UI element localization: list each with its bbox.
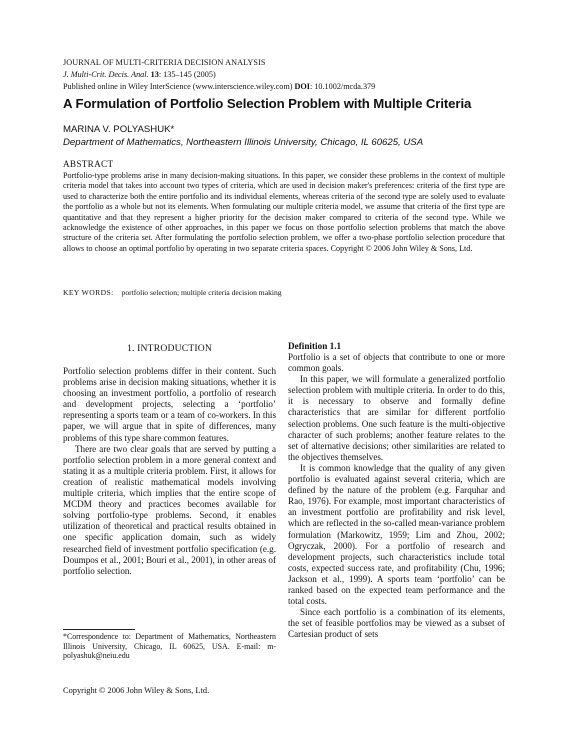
author-affiliation: Department of Mathematics, Northeastern Illinois University, Chicago, IL 60625, USA [63, 137, 424, 148]
abstract-heading: ABSTRACT [63, 159, 114, 169]
paper-title: A Formulation of Portfolio Selection Problem with Multiple Criteria [63, 96, 472, 111]
citation-pages: : 135–145 (2005) [158, 70, 216, 79]
journal-name: JOURNAL OF MULTI-CRITERIA DECISION ANALYSIS [63, 58, 266, 67]
paragraph: Portfolio selection problems differ in their content. Such problems arise in decision making situations, whether it is choosing an investment portfolio, a portfolio of research and development projects, selecting a ‘portfolio’ representing a sports team or a team of co-workers. In this paper, we will argue that in spite of differences, many problems of this type share common features. [63, 366, 276, 443]
keywords-label: KEY WORDS: [63, 288, 114, 297]
author-name: MARINA V. POLYASHUK* [63, 124, 175, 135]
footnote-rule [63, 629, 135, 630]
paragraph: Since each portfolio is a combination of its elements, the set of feasible portfolios may be viewed as a subset of Cartesian product of sets [288, 607, 505, 640]
paragraph: Portfolio is a set of objects that contribute to one or more common goals. [288, 352, 505, 374]
published-online-line [63, 82, 375, 91]
citation-line [63, 70, 216, 79]
published-online-text: Published online in Wiley InterScience (www.interscience.wiley.com) [63, 82, 293, 91]
abstract-body: Portfolio-type problems arise in many decision-making situations. In this paper, we consider these problems in the context of multiple criteria model that takes into account two types of criteria, which are used in decision maker's preferences: criteria of the first type are used to characterize both the entire portfolio and its individual elements, whereas criteria of the second type are solely used to evaluate the portfolio as a whole but not its elements. When formulating our multiple criteria model, we assume that criteria of the first type are quantitative and that they represent a higher priority for the decision maker compared to criteria of the second type. While we acknowledge the existence of other approaches, in this paper we focus on those portfolio selection problems that match the above structure of the criteria set. After formulating the portfolio selection problem, we offer a two-phase portfolio selection procedure that allows to choose an optimal portfolio by operating in two separate criteria spaces. Copyright © 2006 John Wiley & Sons, Ltd. [63, 171, 505, 253]
doi-label: DOI [294, 82, 310, 91]
paragraph: There are two clear goals that are served by putting a portfolio selection problem in a more general context and stating it as a multiple criteria problem. First, it allows for creation of realistic mathematical models involving multiple criteria, which implies that the entire scope of MCDM theory and practices becomes available for solving portfolio-type problems. Second, it enables utilization of theoretical and practical results obtained in one specific application domain, such as widely researched field of investment portfolio specification (e.g. Doumpos et al., 2001; Bouri et al., 2001), in other areas of portfolio selection. [63, 443, 276, 576]
paragraph: It is common knowledge that the quality of any given portfolio is evaluated against several criteria, which are defined by the nature of the problem (e.g. Farquhar and Rao, 1976). For example, most important characteristics of an investment portfolio are profitability and risk level, which are reflected in the so-called mean-variance problem formulation (Markowitz, 1959; Lim and Zhou, 2002; Ogryczak, 2000). For a portfolio of research and development projects, such characteristics include total costs, expected success rate, and profitability (Chu, 1996; Jackson et al., 1999). A sports team ‘portfolio’ can be ranked based on the expected team performance and the total costs. [288, 462, 505, 607]
paragraph: In this paper, we will formulate a generalized portfolio selection problem with multiple criteria. In order to do this, it is necessary to observe and formally define characteristics that are similar for different portfolio selection problems. One such feature is the multi-objective character of such problems; another feature relates to the set of alternative decisions; other similarities are related to the objectives themselves. [288, 374, 505, 462]
left-column-body [63, 366, 276, 577]
keywords-text: portfolio selection; multiple criteria decision making [121, 288, 282, 297]
citation-volume: 13 [150, 70, 159, 79]
keywords-line [63, 288, 282, 297]
footer-copyright: Copyright © 2006 John Wiley & Sons, Ltd. [63, 686, 210, 695]
section-heading-introduction: 1. INTRODUCTION [126, 343, 213, 354]
citation-journal: J. Multi-Crit. Decis. Anal. [63, 70, 149, 79]
correspondence-footnote: *Correspondence to: Department of Mathematics, Northeastern Illinois University, Chicago, IL 60625, USA. E-mail: m-polyashuk@neiu.edu [63, 632, 276, 661]
definition-heading: Definition 1.1 [288, 341, 342, 351]
doi-value: : 10.1002/mcda.379 [309, 82, 376, 91]
right-column-body [288, 352, 505, 640]
